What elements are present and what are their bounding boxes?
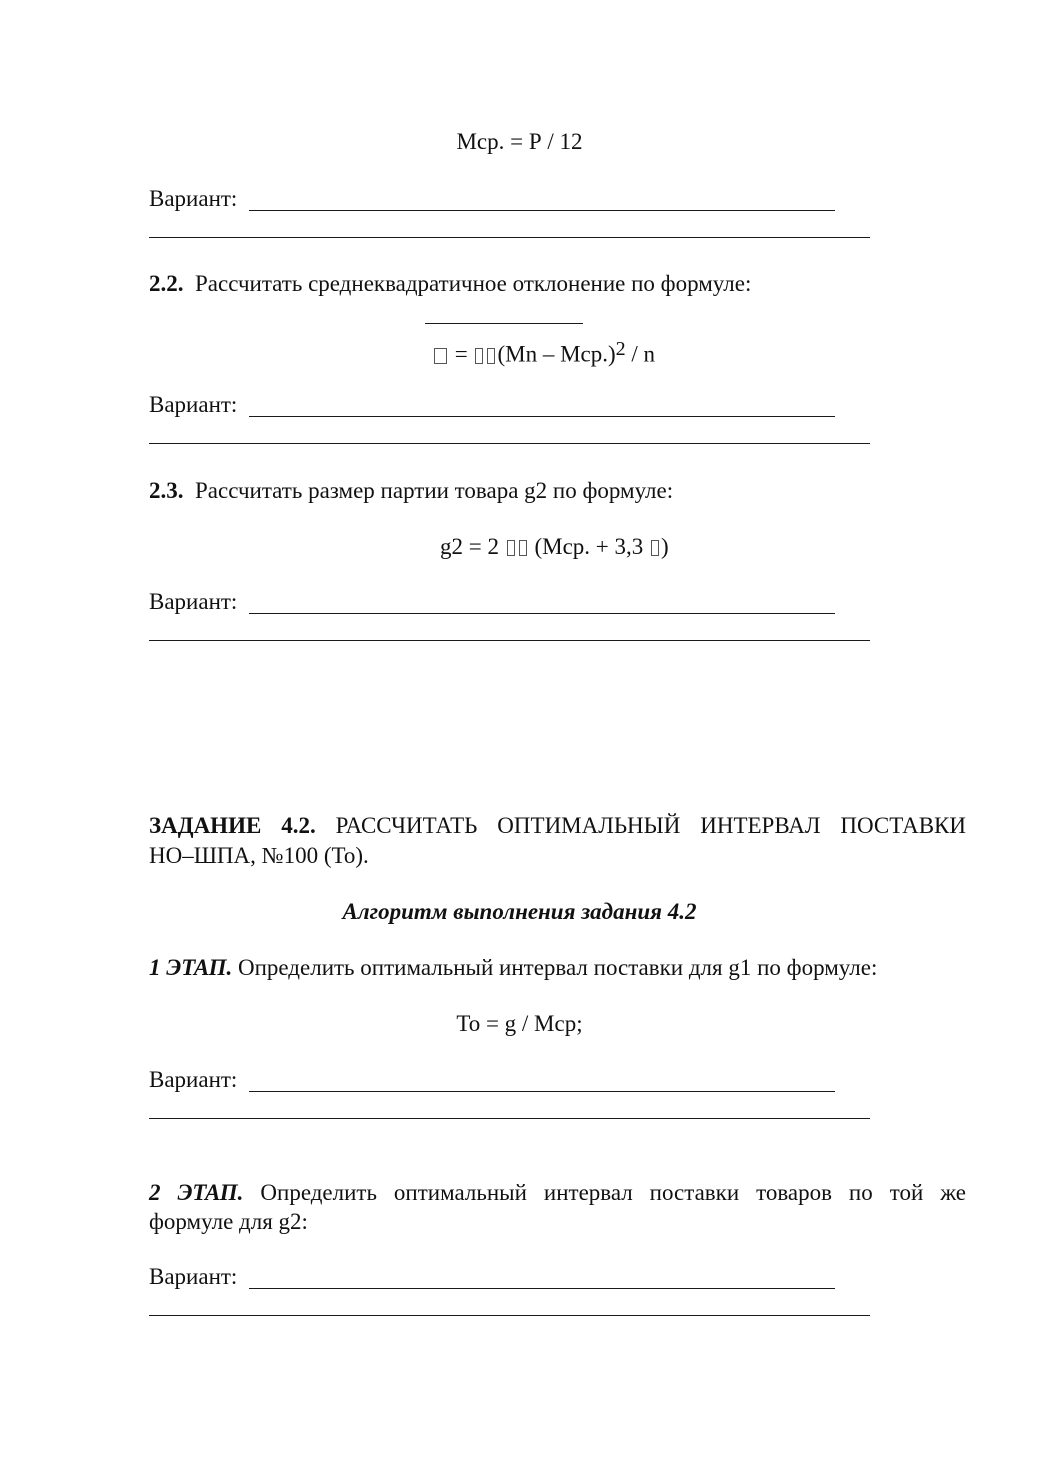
section-text: Рассчитать размер партии товара g2 по формуле: <box>195 478 674 503</box>
variant-label: Вариант: <box>149 1264 238 1289</box>
algorithm-title: Алгоритм выполнения задания 4.2 <box>342 899 697 924</box>
task-heading-text: РАССЧИТАТЬ ОПТИМАЛЬНЫЙ ИНТЕРВАЛ ПОСТАВКИ <box>335 813 967 838</box>
sigma-symbol-icon <box>651 540 659 556</box>
formula-mid: (Мср. + 3,3 <box>534 534 644 559</box>
multiply-symbol-icon <box>507 540 515 556</box>
section-number: 2.3. <box>149 478 184 503</box>
answer-line <box>249 1091 835 1092</box>
task-label: ЗАДАНИЕ 4.2. <box>149 813 316 838</box>
stage-2-cont: формуле для g2: <box>149 1209 308 1234</box>
formula-g2 <box>440 534 669 560</box>
sum-symbol-icon <box>487 348 495 364</box>
sigma-symbol-icon <box>434 348 447 364</box>
stage-label: 2 ЭТАП. <box>149 1180 244 1205</box>
variant-label: Вариант: <box>149 589 238 614</box>
formula-left: g2 = 2 <box>440 534 499 559</box>
formula-eq: = <box>454 341 468 367</box>
answer-line <box>249 416 835 417</box>
stage-text: Определить оптимальный интервал поставки товаров по той же <box>260 1180 967 1205</box>
formula-mean: Мср. = Р / 12 <box>456 129 583 154</box>
section-2-3-heading <box>149 478 673 504</box>
stage-text: Определить оптимальный интервал поставки для g1 по формуле: <box>237 955 878 980</box>
task-heading-cont: НО–ШПА, №100 (То). <box>149 843 369 868</box>
answer-line <box>249 613 835 614</box>
radical-bar <box>425 323 583 324</box>
formula-std-dev <box>432 336 655 368</box>
section-2-2-heading <box>149 271 751 297</box>
answer-line <box>149 640 870 641</box>
answer-line <box>149 1118 870 1119</box>
formula-exponent: 2 <box>615 338 626 360</box>
answer-line <box>249 210 835 211</box>
answer-line <box>249 1288 835 1289</box>
variant-label: Вариант: <box>149 186 238 211</box>
stage-label: 1 ЭТАП. <box>149 955 233 980</box>
task-heading <box>149 813 966 839</box>
answer-line <box>149 1315 870 1316</box>
formula-end: ) <box>661 534 669 559</box>
sqrt-symbol-icon <box>475 348 483 364</box>
multiply-symbol-icon <box>519 540 527 556</box>
answer-line <box>149 443 870 444</box>
stage-2 <box>149 1180 966 1206</box>
section-number: 2.2. <box>149 271 184 296</box>
section-text: Рассчитать среднеквадратичное отклонение по формуле: <box>195 271 752 296</box>
variant-label: Вариант: <box>149 392 238 417</box>
formula-tail: / n <box>631 341 656 367</box>
variant-label: Вариант: <box>149 1067 238 1092</box>
answer-line <box>149 237 870 238</box>
formula-body: (Mn – Mcp.) <box>497 341 616 367</box>
stage-1 <box>149 955 877 981</box>
formula-to: То = g / Мср; <box>456 1011 583 1036</box>
